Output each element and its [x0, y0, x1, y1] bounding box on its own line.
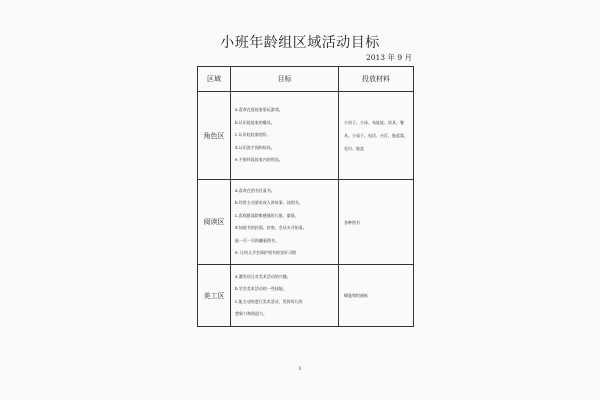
goal-item: e.不损坏娃娃家内的用品。 [235, 157, 283, 163]
goal-item: b.认识娃娃家的餐具。 [235, 119, 275, 125]
header-goals: 目标 [231, 67, 339, 92]
document-title: 小班年龄组区域活动目标 [220, 35, 380, 51]
table-row-role-play [198, 92, 414, 180]
goal-item: a.喜欢在娃娃家里玩游戏。 [235, 107, 283, 113]
area-cell: 美工区 [198, 265, 231, 327]
goals-cell [231, 180, 339, 265]
goal-item: b.学会美术活动的一些技能。 [235, 286, 287, 291]
materials-cell: 小房子、小床、布娃娃、炊具、餐具、小桌子、电话、台灯、脸盆架、毛巾、脸盆 [339, 92, 414, 180]
table-header-row [198, 67, 414, 92]
area-cell: 角色区 [198, 92, 231, 180]
goal-item: a.喜欢在图书区看书。 [235, 187, 275, 193]
goal-item: d.认识洗手间和炊具。 [235, 144, 275, 150]
materials-cell: 各种图书 [339, 180, 414, 265]
activity-goals-table [197, 66, 414, 327]
goal-item: e. 让幼儿学会保护图书的良好习惯 [235, 250, 297, 255]
goal-item: c.喜欢跟读韵律感强的儿歌、童谣。 [235, 212, 299, 218]
header-materials: 投放材料 [339, 67, 414, 92]
goal-item: 能一页一页的翻看图书。 [235, 237, 279, 243]
page-number: 1 [298, 366, 302, 372]
header-area: 区域 [198, 67, 231, 92]
area-cell: 阅读区 [198, 180, 231, 265]
document-date: 2013 年 9 月 [365, 53, 412, 62]
table-row-art [198, 265, 414, 327]
goal-item: d.知道书的封面、封底，会从头开始看。 [235, 225, 307, 230]
table-row-reading [198, 180, 414, 265]
goal-item: c.认识娃娃家的卧。 [235, 132, 271, 138]
goal-item: 想象力和创造力。 [235, 311, 267, 316]
goal-item: a.激发幼儿对美术活动的兴趣。 [235, 273, 291, 279]
materials-cell: 蜡笔和绘画纸 [339, 265, 414, 327]
goal-item: c.能主动的进行美术活动，发挥幼儿的 [235, 298, 303, 304]
goals-cell [231, 92, 339, 180]
goals-cell [231, 265, 339, 327]
goal-item: b.经常主动要求成人讲故事、读图书。 [235, 200, 303, 205]
